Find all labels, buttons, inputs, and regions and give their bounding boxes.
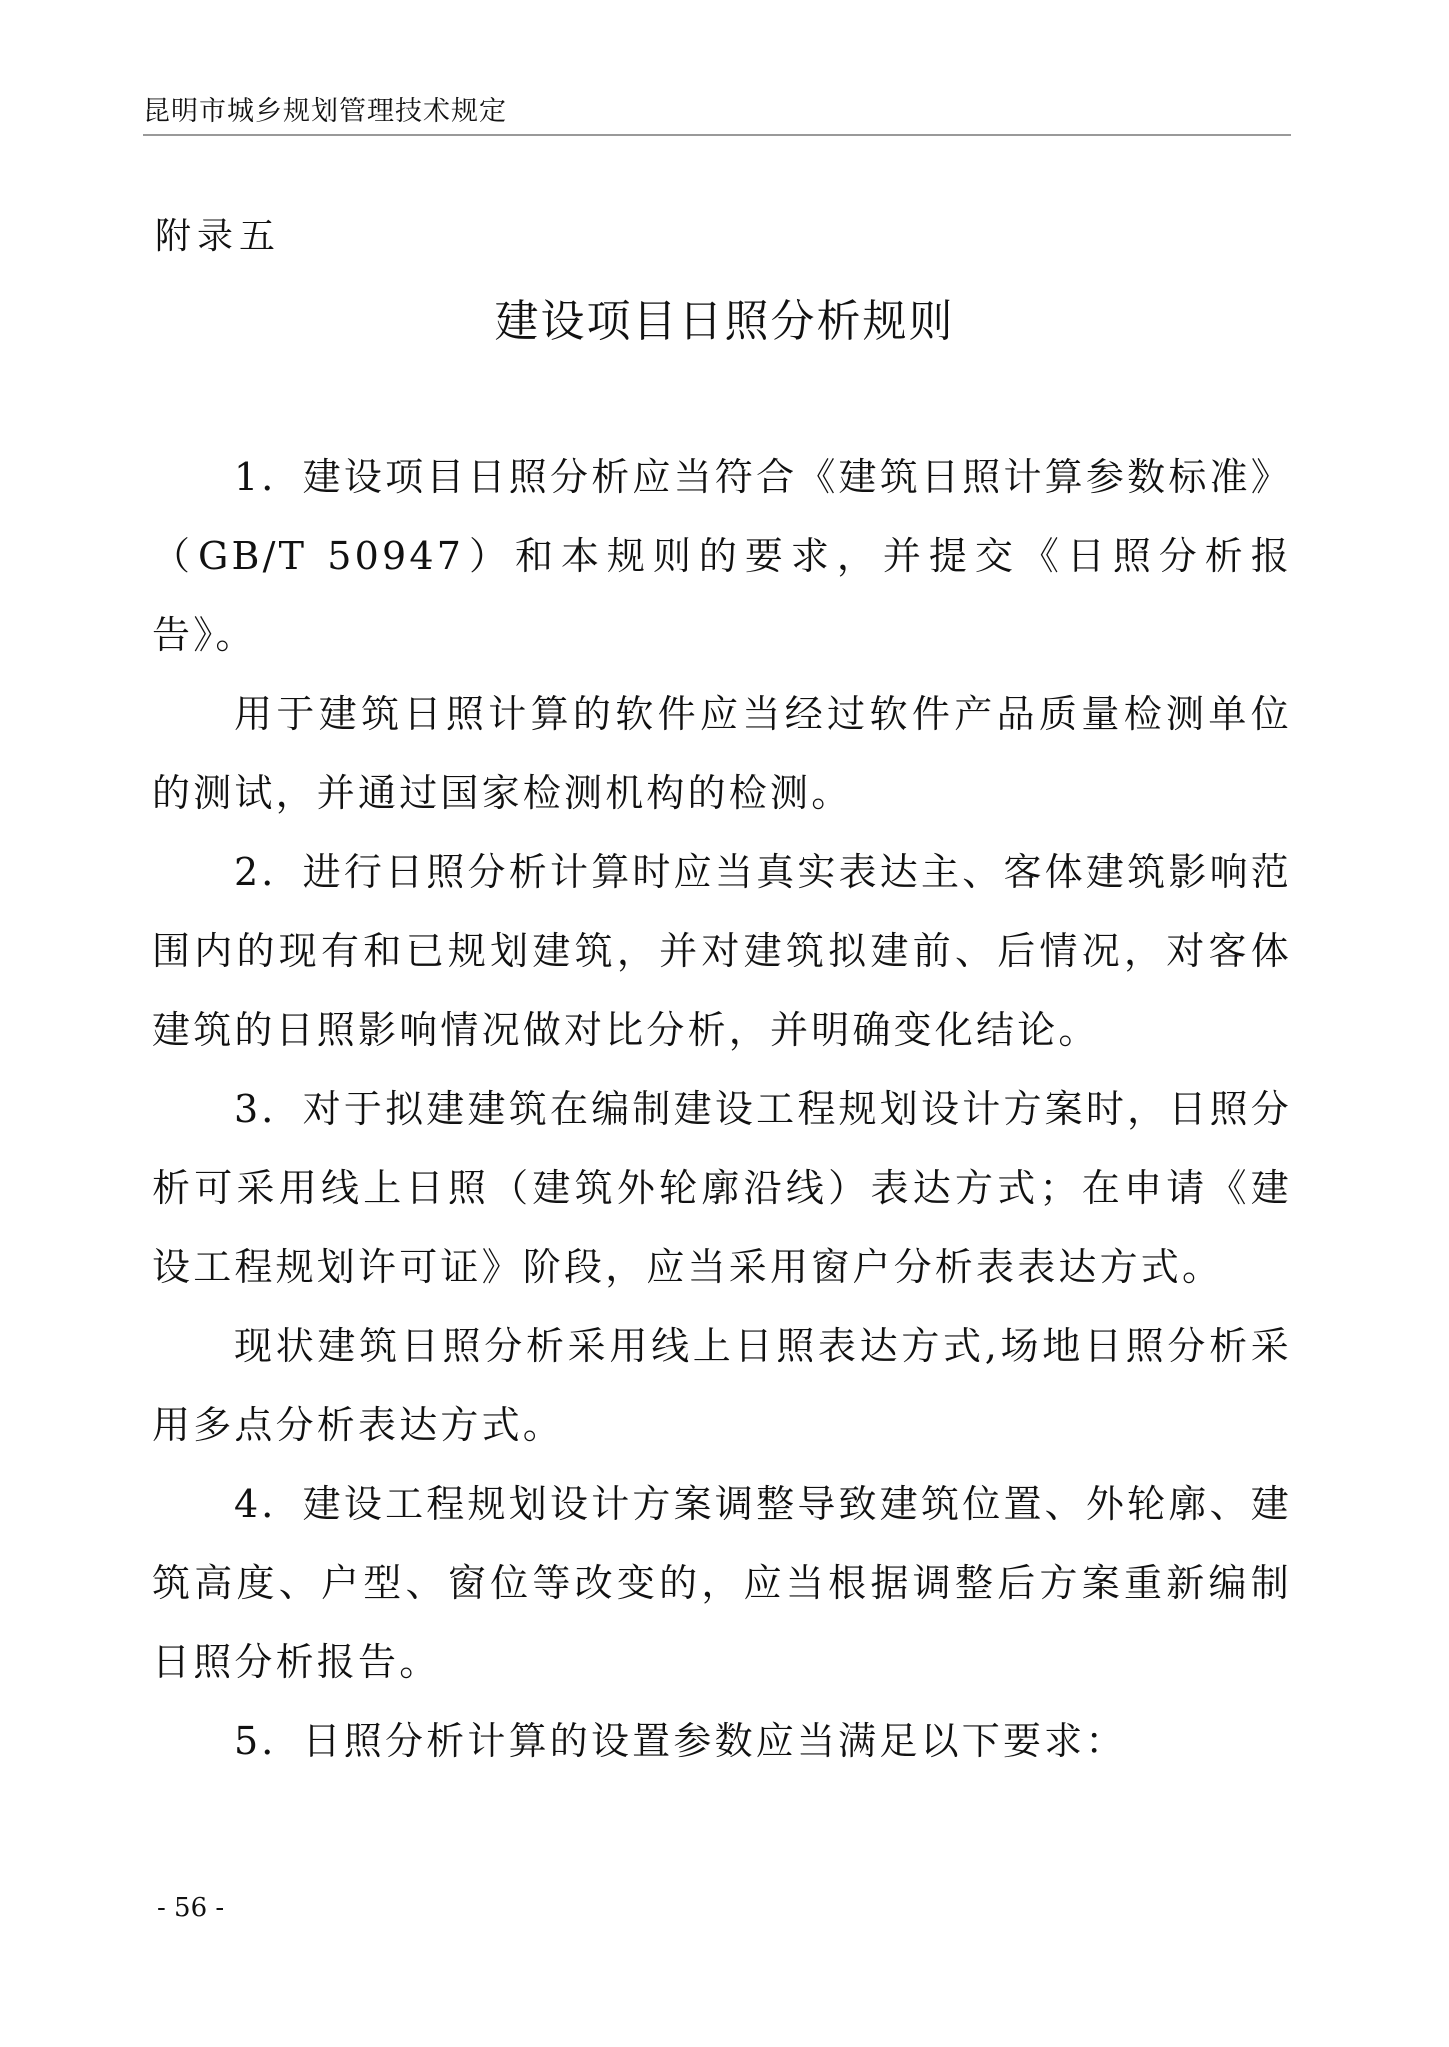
page-number: - 56 - [157,1893,225,1923]
paragraph-2: 2．进行日照分析计算时应当真实表达主、客体建筑影响范围内的现有和已规划建筑，并对建筑拟建前、后情况，对客体建筑的日照影响情况做对比分析，并明确变化结论。 [152,850,1292,1052]
appendix-label: 附录五 [155,216,282,257]
running-header [143,92,1291,132]
header-divider [143,134,1291,136]
paragraph-3-supplement: 现状建筑日照分析采用线上日照表达方式,场地日照分析采用多点分析表达方式。 [152,1324,1292,1447]
running-header-title: 昆明市城乡规划管理技术规定 [143,96,507,127]
paragraph-4: 4．建设工程规划设计方案调整导致建筑位置、外轮廓、建筑高度、户型、窗位等改变的，应当根据调整后方案重新编制日照分析报告。 [152,1482,1292,1684]
page-title: 建设项目日照分析规则 [494,296,955,347]
paragraph-3: 3．对于拟建建筑在编制建设工程规划设计方案时，日照分析可采用线上日照（建筑外轮廓沿线）表达方式；在申请《建设工程规划许可证》阶段，应当采用窗户分析表表达方式。 [152,1087,1292,1289]
document-body [152,438,1292,1781]
paragraph-1: 1．建设项目日照分析应当符合《建筑日照计算参数标准》（GB/T 50947）和本规则的要求，并提交《日照分析报告》。 [152,455,1292,657]
paragraph-5: 5．日照分析计算的设置参数应当满足以下要求： [234,1719,1127,1763]
paragraph-1-supplement: 用于建筑日照计算的软件应当经过软件产品质量检测单位的测试，并通过国家检测机构的检测。 [152,692,1292,815]
